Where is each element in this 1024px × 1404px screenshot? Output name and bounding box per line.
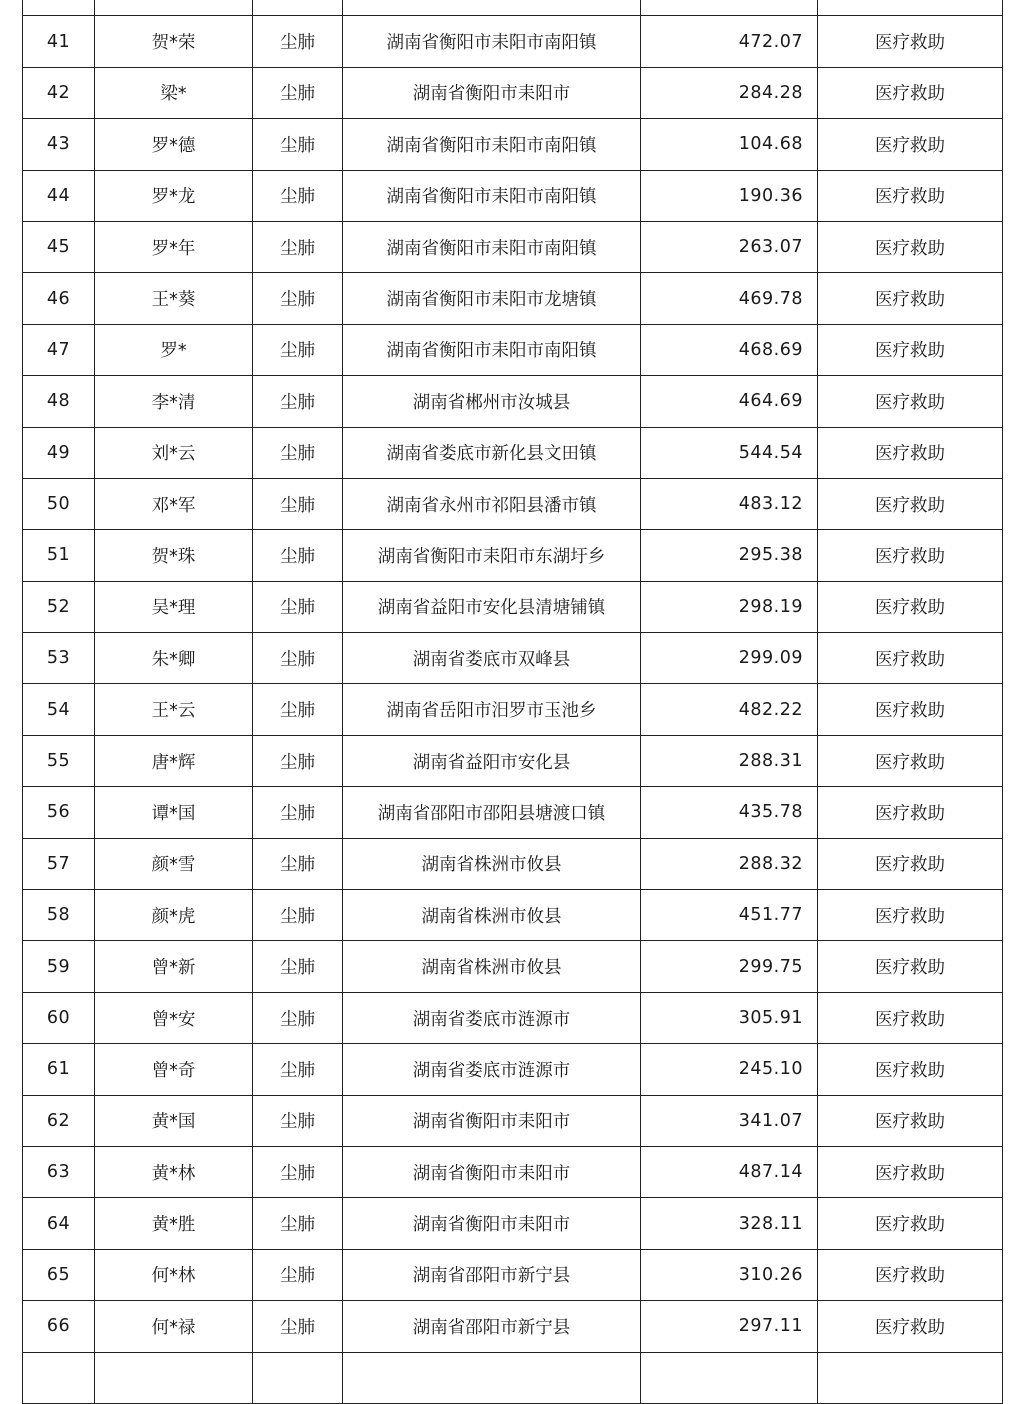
cell-amount: 288.31: [641, 735, 818, 786]
cell-address: 湖南省益阳市安化县: [343, 735, 641, 786]
cell-address: 湖南省娄底市双峰县: [343, 633, 641, 684]
cell-address: 湖南省衡阳市耒阳市南阳镇: [343, 324, 641, 375]
cell-no: 51: [23, 530, 95, 581]
cell-type: 医疗救助: [818, 1146, 1003, 1197]
cell-name: 朱*卿: [95, 633, 253, 684]
table-row: [23, 1249, 1003, 1300]
cell-no: 50: [23, 478, 95, 529]
cell-disease: 尘肺: [253, 119, 343, 170]
cell-disease: 尘肺: [253, 376, 343, 427]
cell-no: 56: [23, 787, 95, 838]
cell-name: 罗*年: [95, 221, 253, 272]
cell-disease: 尘肺: [253, 427, 343, 478]
cell-name: 刘*云: [95, 427, 253, 478]
cell-type: 医疗救助: [818, 1249, 1003, 1300]
cell-name: 吴*理: [95, 581, 253, 632]
cell-address: 湖南省衡阳市耒阳市南阳镇: [343, 221, 641, 272]
cell-address: 湖南省衡阳市耒阳市: [343, 67, 641, 118]
cell-type: 医疗救助: [818, 1044, 1003, 1095]
cell-name: 王*云: [95, 684, 253, 735]
cell-no: 45: [23, 221, 95, 272]
table-row: [23, 273, 1003, 324]
cell-name: 黄*胜: [95, 1198, 253, 1249]
cell-amount: 288.32: [641, 838, 818, 889]
cell-disease: 尘肺: [253, 992, 343, 1043]
cell-no: 44: [23, 170, 95, 221]
cell-address: 湖南省衡阳市耒阳市龙塘镇: [343, 273, 641, 324]
cell-no: 65: [23, 1249, 95, 1300]
cell-no: 57: [23, 838, 95, 889]
cell-type: 医疗救助: [818, 376, 1003, 427]
cell-disease: 尘肺: [253, 735, 343, 786]
cell-disease: 尘肺: [253, 633, 343, 684]
cell-no: 58: [23, 890, 95, 941]
cell-type: 医疗救助: [818, 684, 1003, 735]
cell-type: 医疗救助: [818, 170, 1003, 221]
table-row: [23, 1198, 1003, 1249]
cell-type: 医疗救助: [818, 16, 1003, 67]
table-row: [23, 478, 1003, 529]
cell-no: 55: [23, 735, 95, 786]
cell-disease: 尘肺: [253, 684, 343, 735]
cell-address: 湖南省衡阳市耒阳市东湖圩乡: [343, 530, 641, 581]
cell-address: 湖南省永州市祁阳县潘市镇: [343, 478, 641, 529]
cell-amount: 482.22: [641, 684, 818, 735]
cell-type: 医疗救助: [818, 530, 1003, 581]
table-row: [23, 787, 1003, 838]
cell-address: 湖南省株洲市攸县: [343, 890, 641, 941]
table-row: [23, 1044, 1003, 1095]
cell-amount: 284.28: [641, 67, 818, 118]
cell-address: 湖南省益阳市安化县清塘铺镇: [343, 581, 641, 632]
cell-type: 医疗救助: [818, 478, 1003, 529]
table-row: [23, 684, 1003, 735]
table-row: [23, 1146, 1003, 1197]
cell-name: 曾*安: [95, 992, 253, 1043]
cell-address: 湖南省株洲市攸县: [343, 838, 641, 889]
cell-address: 湖南省衡阳市耒阳市南阳镇: [343, 119, 641, 170]
cell-no: 52: [23, 581, 95, 632]
table-row: [23, 633, 1003, 684]
cell-disease: 尘肺: [253, 838, 343, 889]
cell-disease: 尘肺: [253, 1146, 343, 1197]
table-row: [23, 119, 1003, 170]
cell-disease: 尘肺: [253, 530, 343, 581]
cell-amount: 435.78: [641, 787, 818, 838]
cell-name: 何*禄: [95, 1301, 253, 1352]
cell-type: 医疗救助: [818, 890, 1003, 941]
table-row: [23, 735, 1003, 786]
cell-type: 医疗救助: [818, 427, 1003, 478]
cell-name: 曾*奇: [95, 1044, 253, 1095]
cell-type: 医疗救助: [818, 581, 1003, 632]
cell-amount: 190.36: [641, 170, 818, 221]
cell-address: 湖南省株洲市攸县: [343, 941, 641, 992]
relief-table: [22, 0, 1003, 1404]
cell-type: 医疗救助: [818, 67, 1003, 118]
cell-no: 62: [23, 1095, 95, 1146]
cell-address: 湖南省娄底市涟源市: [343, 1044, 641, 1095]
cell-name: 曾*新: [95, 941, 253, 992]
cell-no: 61: [23, 1044, 95, 1095]
cell-name: 罗*: [95, 324, 253, 375]
cell-no: 41: [23, 16, 95, 67]
cell-amount: 487.14: [641, 1146, 818, 1197]
cell-name: 贺*珠: [95, 530, 253, 581]
table-row: [23, 170, 1003, 221]
cell-amount: 263.07: [641, 221, 818, 272]
cell-type: 医疗救助: [818, 992, 1003, 1043]
cell-name: 谭*国: [95, 787, 253, 838]
cell-amount: 295.38: [641, 530, 818, 581]
cell-amount: 245.10: [641, 1044, 818, 1095]
cell-address: 湖南省衡阳市耒阳市: [343, 1146, 641, 1197]
cell-name: 李*清: [95, 376, 253, 427]
cell-type: 医疗救助: [818, 787, 1003, 838]
cell-amount: 104.68: [641, 119, 818, 170]
cell-disease: 尘肺: [253, 1044, 343, 1095]
cell-disease: 尘肺: [253, 1198, 343, 1249]
cell-disease: 尘肺: [253, 221, 343, 272]
cell-amount: 298.19: [641, 581, 818, 632]
cell-no: 64: [23, 1198, 95, 1249]
cell-disease: 尘肺: [253, 1301, 343, 1352]
cell-no: 46: [23, 273, 95, 324]
table-row: [23, 1095, 1003, 1146]
cell-amount: 468.69: [641, 324, 818, 375]
table-row: [23, 838, 1003, 889]
cell-address: 湖南省娄底市新化县文田镇: [343, 427, 641, 478]
cell-disease: 尘肺: [253, 890, 343, 941]
cell-name: 颜*虎: [95, 890, 253, 941]
cell-disease: 尘肺: [253, 273, 343, 324]
table-row: [23, 581, 1003, 632]
cell-name: 王*葵: [95, 273, 253, 324]
cell-address: 湖南省邵阳市邵阳县塘渡口镇: [343, 787, 641, 838]
cell-amount: 328.11: [641, 1198, 818, 1249]
table-row: [23, 530, 1003, 581]
table-row: [23, 221, 1003, 272]
cell-disease: 尘肺: [253, 478, 343, 529]
cell-type: 医疗救助: [818, 735, 1003, 786]
cell-no: 47: [23, 324, 95, 375]
cell-amount: 483.12: [641, 478, 818, 529]
cell-no: 42: [23, 67, 95, 118]
cell-disease: 尘肺: [253, 1095, 343, 1146]
cell-name: 黄*林: [95, 1146, 253, 1197]
cell-address: 湖南省衡阳市耒阳市: [343, 1198, 641, 1249]
cell-type: 医疗救助: [818, 324, 1003, 375]
table-row: [23, 890, 1003, 941]
cell-type: 医疗救助: [818, 838, 1003, 889]
cell-type: 医疗救助: [818, 273, 1003, 324]
table-row: [23, 16, 1003, 67]
cell-name: 罗*德: [95, 119, 253, 170]
cell-name: 梁*: [95, 67, 253, 118]
cell-address: 湖南省衡阳市耒阳市南阳镇: [343, 170, 641, 221]
table-row: [23, 1301, 1003, 1352]
cell-no: 59: [23, 941, 95, 992]
cell-type: 医疗救助: [818, 1198, 1003, 1249]
cell-disease: 尘肺: [253, 941, 343, 992]
cell-name: 罗*龙: [95, 170, 253, 221]
cell-amount: 310.26: [641, 1249, 818, 1300]
cell-no: 48: [23, 376, 95, 427]
cell-disease: 尘肺: [253, 67, 343, 118]
cell-amount: 299.09: [641, 633, 818, 684]
table-row: [23, 427, 1003, 478]
cell-no: 43: [23, 119, 95, 170]
cell-amount: 472.07: [641, 16, 818, 67]
cell-amount: 469.78: [641, 273, 818, 324]
cell-disease: 尘肺: [253, 1249, 343, 1300]
cell-address: 湖南省衡阳市耒阳市南阳镇: [343, 16, 641, 67]
cell-name: 邓*军: [95, 478, 253, 529]
cell-name: 唐*辉: [95, 735, 253, 786]
cell-type: 医疗救助: [818, 941, 1003, 992]
cell-type: 医疗救助: [818, 1301, 1003, 1352]
cell-no: 49: [23, 427, 95, 478]
cell-no: 66: [23, 1301, 95, 1352]
cell-type: 医疗救助: [818, 221, 1003, 272]
cell-name: 黄*国: [95, 1095, 253, 1146]
cell-type: 医疗救助: [818, 633, 1003, 684]
cell-name: 何*林: [95, 1249, 253, 1300]
cell-amount: 544.54: [641, 427, 818, 478]
cell-amount: 299.75: [641, 941, 818, 992]
cell-name: 贺*荣: [95, 16, 253, 67]
cell-disease: 尘肺: [253, 324, 343, 375]
cell-type: 医疗救助: [818, 1095, 1003, 1146]
cell-disease: 尘肺: [253, 787, 343, 838]
cell-amount: 341.07: [641, 1095, 818, 1146]
cell-name: 颜*雪: [95, 838, 253, 889]
table-row: [23, 67, 1003, 118]
cell-amount: 305.91: [641, 992, 818, 1043]
cell-address: 湖南省岳阳市汨罗市玉池乡: [343, 684, 641, 735]
cell-disease: 尘肺: [253, 170, 343, 221]
cell-no: 54: [23, 684, 95, 735]
table-row: [23, 324, 1003, 375]
table-body: [23, 0, 1003, 1403]
table-row: [23, 941, 1003, 992]
cell-no: 63: [23, 1146, 95, 1197]
cell-address: 湖南省衡阳市耒阳市: [343, 1095, 641, 1146]
cell-address: 湖南省娄底市涟源市: [343, 992, 641, 1043]
cell-no: 60: [23, 992, 95, 1043]
cell-disease: 尘肺: [253, 16, 343, 67]
cell-disease: 尘肺: [253, 581, 343, 632]
cell-type: 医疗救助: [818, 119, 1003, 170]
cell-amount: 297.11: [641, 1301, 818, 1352]
table-row: [23, 376, 1003, 427]
cell-no: 53: [23, 633, 95, 684]
table-row-partial-top: [23, 0, 1003, 16]
table-row-partial-bottom: [23, 1352, 1003, 1403]
cell-address: 湖南省邵阳市新宁县: [343, 1249, 641, 1300]
cell-address: 湖南省邵阳市新宁县: [343, 1301, 641, 1352]
cell-amount: 451.77: [641, 890, 818, 941]
cell-amount: 464.69: [641, 376, 818, 427]
cell-address: 湖南省郴州市汝城县: [343, 376, 641, 427]
table-row: [23, 992, 1003, 1043]
